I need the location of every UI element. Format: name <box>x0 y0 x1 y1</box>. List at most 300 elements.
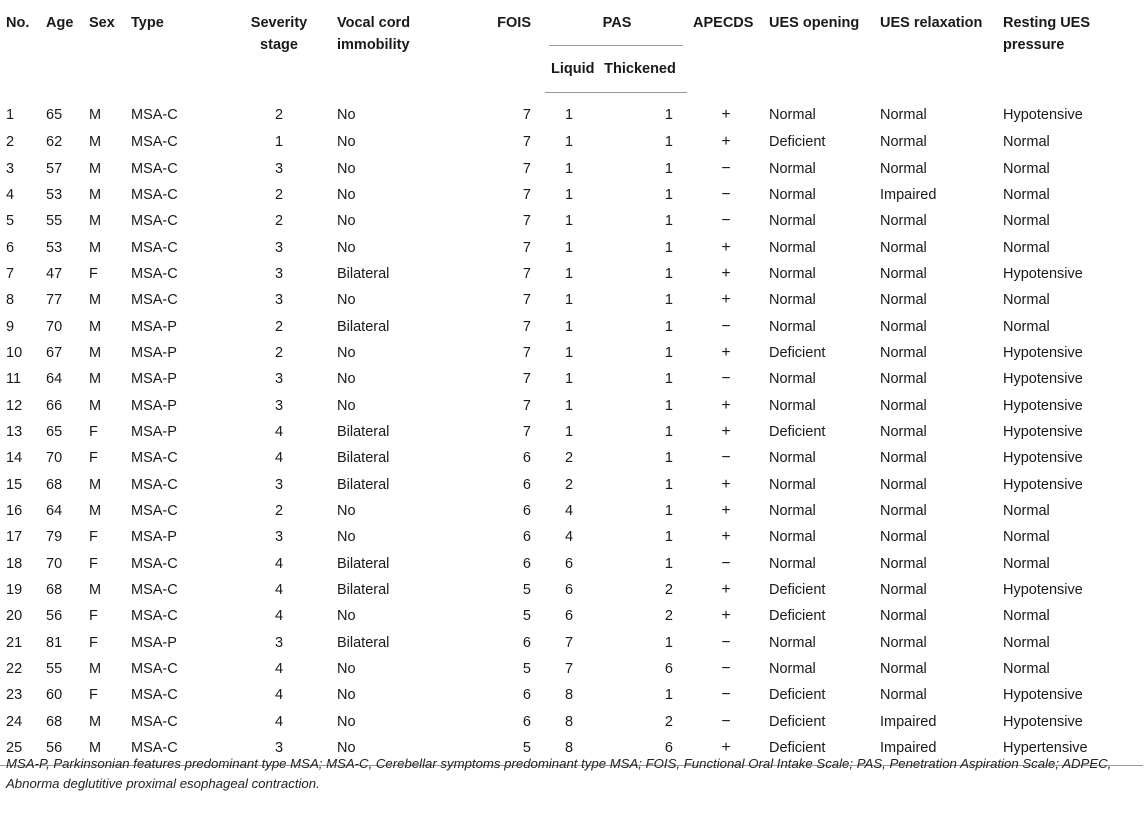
cell-fois: 7 <box>522 134 531 151</box>
cell-sex: M <box>83 735 125 766</box>
cell-fois: 5 <box>465 735 545 766</box>
cell-apecds: − <box>721 712 731 730</box>
cell-sex: M <box>89 661 102 678</box>
cell-fois: 7 <box>522 186 531 203</box>
cell-fois: 6 <box>522 502 531 519</box>
table-row <box>0 129 1143 155</box>
cell-ues-opening: Normal <box>769 502 816 519</box>
cell-ues-opening: Deficient <box>769 582 826 599</box>
cell-type: MSA-P <box>131 423 177 440</box>
cell-resting-ues: Normal <box>1003 555 1050 572</box>
cell-vocal-cord: No <box>337 529 356 546</box>
cell-no: 5 <box>6 213 15 230</box>
cell-no: 20 <box>6 608 23 625</box>
cell-resting-ues: Normal <box>1003 186 1050 203</box>
cell-ues-opening: Deficient <box>769 344 826 361</box>
cell-ues-opening: Deficient <box>763 735 874 766</box>
cell-type: MSA-C <box>131 186 178 203</box>
cell-sex: F <box>89 450 98 467</box>
table-body <box>0 93 1143 766</box>
cell-sex: M <box>89 186 102 203</box>
cell-vocal-cord: Bilateral <box>337 555 390 572</box>
cell-severity: 2 <box>274 106 284 123</box>
cell-age: 53 <box>46 239 63 256</box>
cell-severity: 3 <box>274 160 284 177</box>
header-pas-label: PAS <box>602 15 632 31</box>
cell-no: 9 <box>6 318 15 335</box>
cell-ues-relaxation: Normal <box>880 582 927 599</box>
cell-ues-relaxation: Normal <box>880 687 927 704</box>
cell-fois: 6 <box>522 687 531 704</box>
cell-ues-opening: Normal <box>769 160 816 177</box>
cell-pas-thickened: 1 <box>664 502 673 519</box>
cell-ues-relaxation: Normal <box>880 397 927 414</box>
cell-vocal-cord: No <box>337 134 356 151</box>
cell-severity: 3 <box>274 371 284 388</box>
cell-pas-thickened: 1 <box>664 186 673 203</box>
header-pas-thickened: Thickened <box>591 46 687 93</box>
cell-resting-ues: Hypotensive <box>1003 582 1083 599</box>
cell-pas-liquid: 1 <box>564 160 574 177</box>
cell-resting-ues: Normal <box>1003 239 1050 256</box>
cell-no: 15 <box>6 476 23 493</box>
cell-age: 65 <box>46 423 63 440</box>
cell-type: MSA-P <box>131 318 177 335</box>
cell-pas-thickened: 1 <box>664 687 673 704</box>
cell-type: MSA-C <box>131 713 178 730</box>
cell-severity: 4 <box>274 608 284 625</box>
cell-pas-thickened: 1 <box>664 160 673 177</box>
table-row <box>0 419 1143 445</box>
cell-sex: M <box>89 344 102 361</box>
cell-pas-liquid: 1 <box>564 186 574 203</box>
cell-ues-opening: Normal <box>769 661 816 678</box>
cell-severity: 3 <box>274 476 284 493</box>
cell-ues-relaxation: Normal <box>880 608 927 625</box>
cell-apecds: − <box>721 554 731 572</box>
cell-pas-thickened: 1 <box>664 134 673 151</box>
cell-severity: 3 <box>274 239 284 256</box>
cell-pas-liquid: 1 <box>564 344 574 361</box>
table-row <box>0 392 1143 418</box>
table-row <box>0 261 1143 287</box>
cell-ues-relaxation: Normal <box>880 423 927 440</box>
cell-vocal-cord: No <box>337 661 356 678</box>
cell-pas-thickened: 1 <box>664 371 673 388</box>
cell-fois: 5 <box>522 661 531 678</box>
cell-sex: M <box>89 292 102 309</box>
cell-resting-ues: Normal <box>1003 634 1050 651</box>
cell-fois: 7 <box>522 239 531 256</box>
table-row <box>0 287 1143 313</box>
cell-ues-relaxation: Normal <box>880 134 927 151</box>
cell-no: 18 <box>6 555 23 572</box>
table-row <box>0 603 1143 629</box>
cell-fois: 7 <box>522 344 531 361</box>
cell-severity: 3 <box>274 397 284 414</box>
cell-ues-relaxation: Normal <box>880 292 927 309</box>
cell-type: MSA-C <box>131 476 178 493</box>
cell-fois: 6 <box>522 450 531 467</box>
table-row <box>0 93 1143 130</box>
cell-sex: F <box>89 634 98 651</box>
cell-ues-opening: Normal <box>769 476 816 493</box>
cell-pas-thickened: 6 <box>591 735 687 766</box>
cell-type: MSA-P <box>131 529 177 546</box>
cell-severity: 4 <box>274 661 284 678</box>
cell-resting-ues: Hypotensive <box>1003 106 1083 123</box>
cell-vocal-cord: No <box>337 213 356 230</box>
cell-age: 65 <box>46 106 63 123</box>
cell-pas-liquid: 2 <box>564 476 574 493</box>
cell-age: 67 <box>46 344 63 361</box>
cell-type: MSA-C <box>131 292 178 309</box>
cell-age: 70 <box>46 318 63 335</box>
cell-pas-liquid: 7 <box>564 634 574 651</box>
cell-age: 66 <box>46 397 63 414</box>
cell-fois: 7 <box>522 397 531 414</box>
cell-ues-opening: Deficient <box>769 423 826 440</box>
header-sex: Sex <box>89 15 115 31</box>
cell-age: 79 <box>46 529 63 546</box>
cell-pas-liquid: 4 <box>564 502 574 519</box>
cell-sex: F <box>89 608 98 625</box>
cell-fois: 7 <box>522 265 531 282</box>
cell-ues-relaxation: Normal <box>880 106 927 123</box>
cell-fois: 5 <box>522 582 531 599</box>
cell-resting-ues: Normal <box>1003 529 1050 546</box>
cell-sex: M <box>89 476 102 493</box>
cell-sex: M <box>89 213 102 230</box>
cell-ues-opening: Normal <box>769 371 816 388</box>
cell-vocal-cord: Bilateral <box>337 476 390 493</box>
cell-no: 16 <box>6 502 23 519</box>
cell-age: 68 <box>46 582 63 599</box>
table-row <box>0 709 1143 735</box>
cell-ues-relaxation: Normal <box>880 344 927 361</box>
cell-type: MSA-C <box>131 661 178 678</box>
cell-resting-ues: Normal <box>1003 608 1050 625</box>
cell-pas-liquid: 8 <box>545 735 591 766</box>
cell-vocal-cord: No <box>337 371 356 388</box>
cell-severity: 2 <box>274 502 284 519</box>
cell-vocal-cord: No <box>337 713 356 730</box>
table-row <box>0 498 1143 524</box>
cell-ues-opening: Normal <box>769 186 816 203</box>
cell-resting-ues: Hypotensive <box>1003 476 1083 493</box>
cell-no: 4 <box>6 186 15 203</box>
cell-pas-thickened: 1 <box>664 423 673 440</box>
cell-ues-relaxation: Normal <box>880 476 927 493</box>
cell-apecds: − <box>721 686 731 704</box>
cell-ues-opening: Deficient <box>769 713 826 730</box>
cell-fois: 7 <box>522 160 531 177</box>
table-header <box>0 6 1143 93</box>
cell-pas-thickened: 1 <box>664 634 673 651</box>
table-row <box>0 445 1143 471</box>
cell-apecds: + <box>721 501 731 519</box>
table-row <box>0 682 1143 708</box>
cell-sex: M <box>89 134 102 151</box>
cell-resting-ues: Hypotensive <box>1003 423 1083 440</box>
cell-vocal-cord: No <box>337 186 356 203</box>
cell-ues-opening: Normal <box>769 450 816 467</box>
cell-age: 55 <box>46 213 63 230</box>
cell-ues-opening: Normal <box>769 529 816 546</box>
cell-no: 17 <box>6 529 23 546</box>
cell-pas-liquid: 1 <box>564 107 574 123</box>
cell-type: MSA-C <box>131 687 178 704</box>
cell-type: MSA-C <box>131 160 178 177</box>
cell-severity: 3 <box>225 735 331 766</box>
cell-apecds: − <box>721 185 731 203</box>
cell-pas-liquid: 1 <box>564 397 574 414</box>
header-severity: Severity stage <box>250 15 308 53</box>
cell-resting-ues: Normal <box>1003 318 1050 335</box>
cell-no: 7 <box>6 265 15 282</box>
cell-severity: 3 <box>274 265 284 282</box>
cell-pas-liquid: 7 <box>564 661 574 678</box>
cell-type: MSA-P <box>131 397 177 414</box>
cell-apecds: − <box>721 212 731 230</box>
cell-sex: M <box>89 106 102 123</box>
cell-apecds: + <box>721 105 731 123</box>
cell-ues-relaxation: Impaired <box>880 186 937 203</box>
cell-no: 3 <box>6 160 15 177</box>
cell-vocal-cord: Bilateral <box>337 318 390 335</box>
cell-age: 64 <box>46 502 63 519</box>
cell-ues-relaxation: Normal <box>880 371 927 388</box>
header-pas <box>545 6 687 46</box>
cell-no: 2 <box>6 134 15 151</box>
cell-apecds: + <box>721 581 731 599</box>
cell-vocal-cord: No <box>337 397 356 414</box>
cell-resting-ues: Hypertensive <box>997 735 1143 766</box>
cell-age: 62 <box>46 134 63 151</box>
cell-pas-liquid: 1 <box>564 423 574 440</box>
cell-resting-ues: Normal <box>1003 292 1050 309</box>
cell-age: 68 <box>46 476 63 493</box>
cell-ues-relaxation: Normal <box>880 450 927 467</box>
cell-sex: M <box>89 397 102 414</box>
cell-age: 70 <box>46 450 63 467</box>
cell-no: 24 <box>6 713 23 730</box>
cell-type: MSA-C <box>131 239 178 256</box>
cell-vocal-cord: No <box>337 292 356 309</box>
cell-fois: 5 <box>522 608 531 625</box>
cell-ues-relaxation: Normal <box>880 318 927 335</box>
cell-pas-liquid: 6 <box>564 608 574 625</box>
cell-pas-thickened: 1 <box>664 529 673 546</box>
cell-age: 70 <box>46 555 63 572</box>
cell-ues-opening: Normal <box>769 265 816 282</box>
table-row <box>0 366 1143 392</box>
cell-type: MSA-C <box>131 106 178 123</box>
cell-ues-relaxation: Normal <box>880 265 927 282</box>
cell-apecds: + <box>721 264 731 282</box>
cell-vocal-cord: No <box>337 608 356 625</box>
cell-severity: 3 <box>274 529 284 546</box>
cell-vocal-cord: Bilateral <box>337 634 390 651</box>
cell-age: 60 <box>46 687 63 704</box>
cell-severity: 2 <box>274 186 284 203</box>
cell-type: MSA-P <box>131 371 177 388</box>
table-row <box>0 234 1143 260</box>
cell-resting-ues: Normal <box>1003 160 1050 177</box>
cell-fois: 6 <box>522 555 531 572</box>
cell-age: 57 <box>46 160 63 177</box>
cell-fois: 7 <box>522 371 531 388</box>
cell-ues-relaxation: Normal <box>880 502 927 519</box>
cell-pas-liquid: 8 <box>564 687 574 704</box>
cell-severity: 4 <box>274 687 284 704</box>
cell-age: 53 <box>46 186 63 203</box>
cell-type: MSA-C <box>131 555 178 572</box>
cell-sex: M <box>89 239 102 256</box>
cell-resting-ues: Normal <box>1003 134 1050 151</box>
cell-resting-ues: Normal <box>1003 661 1050 678</box>
cell-severity: 4 <box>274 582 284 599</box>
cell-age: 47 <box>46 265 63 282</box>
cell-vocal-cord: Bilateral <box>337 423 390 440</box>
cell-ues-relaxation: Normal <box>880 213 927 230</box>
cell-fois: 6 <box>522 634 531 651</box>
cell-apecds: + <box>721 291 731 309</box>
cell-pas-liquid: 1 <box>564 371 574 388</box>
cell-type: MSA-C <box>131 213 178 230</box>
cell-resting-ues: Hypotensive <box>1003 450 1083 467</box>
header-ues-opening: UES opening <box>769 15 860 31</box>
cell-severity: 3 <box>274 634 284 651</box>
table-footnote: MSA-P, Parkinsonian features predominant type MSA; MSA-C, Cerebellar symptoms predominant type MSA; FOIS, Functional Oral Intake Scale; PAS, Penetration Aspiration Scale; ADPEC, Abnorma deglutitive proximal esophageal contraction. <box>6 756 1112 791</box>
cell-vocal-cord: Bilateral <box>337 582 390 599</box>
cell-pas-thickened: 1 <box>664 239 673 256</box>
cell-age: 68 <box>46 713 63 730</box>
cell-resting-ues: Hypotensive <box>1003 371 1083 388</box>
cell-sex: M <box>89 371 102 388</box>
table-row <box>0 551 1143 577</box>
header-type: Type <box>131 15 164 31</box>
cell-pas-liquid: 1 <box>564 318 574 335</box>
cell-fois: 7 <box>522 213 531 230</box>
cell-sex: M <box>89 502 102 519</box>
cell-pas-liquid: 4 <box>564 529 574 546</box>
cell-age: 56 <box>40 735 83 766</box>
cell-no: 12 <box>6 397 23 414</box>
cell-resting-ues: Normal <box>1003 502 1050 519</box>
cell-sex: M <box>89 318 102 335</box>
cell-type: MSA-C <box>131 502 178 519</box>
cell-ues-relaxation: Normal <box>880 634 927 651</box>
cell-type: MSA-C <box>131 450 178 467</box>
cell-fois: 6 <box>522 713 531 730</box>
cell-vocal-cord: Bilateral <box>337 450 390 467</box>
cell-pas-liquid: 2 <box>564 450 574 467</box>
cell-ues-relaxation: Normal <box>880 661 927 678</box>
cell-ues-opening: Deficient <box>769 687 826 704</box>
cell-pas-liquid: 1 <box>564 265 574 282</box>
cell-no: 13 <box>6 423 23 440</box>
cell-pas-thickened: 2 <box>664 582 673 599</box>
cell-sex: M <box>89 713 102 730</box>
cell-ues-relaxation: Impaired <box>874 735 997 766</box>
cell-apecds: − <box>721 660 731 678</box>
cell-apecds: + <box>721 343 731 361</box>
cell-apecds: + <box>721 396 731 414</box>
cell-apecds: + <box>721 238 731 256</box>
cell-pas-thickened: 1 <box>664 265 673 282</box>
cell-sex: F <box>89 265 98 282</box>
table-row <box>0 630 1143 656</box>
cell-no: 8 <box>6 292 15 309</box>
cell-type: MSA-C <box>131 265 178 282</box>
cell-vocal-cord: No <box>337 106 356 123</box>
cell-severity: 2 <box>274 344 284 361</box>
header-ues-relaxation: UES relaxation <box>880 15 983 31</box>
table-row <box>0 313 1143 339</box>
cell-fois: 6 <box>522 529 531 546</box>
cell-ues-opening: Deficient <box>769 134 826 151</box>
cell-vocal-cord: No <box>337 502 356 519</box>
cell-sex: M <box>89 160 102 177</box>
cell-severity: 2 <box>274 318 284 335</box>
cell-pas-thickened: 1 <box>664 344 673 361</box>
cell-ues-relaxation: Normal <box>880 529 927 546</box>
cell-ues-relaxation: Normal <box>880 160 927 177</box>
cell-sex: M <box>89 582 102 599</box>
header-apecds: APECDS <box>693 15 754 31</box>
cell-ues-relaxation: Normal <box>880 239 927 256</box>
cell-apecds: + <box>687 735 763 766</box>
cell-resting-ues: Hypotensive <box>1003 687 1083 704</box>
cell-age: 55 <box>46 661 63 678</box>
cell-severity: 4 <box>274 713 284 730</box>
cell-vocal-cord: No <box>331 735 465 766</box>
cell-fois: 7 <box>522 423 531 440</box>
cell-sex: F <box>89 529 98 546</box>
cell-severity: 3 <box>274 292 284 309</box>
cell-no: 23 <box>6 687 23 704</box>
cell-type: MSA-P <box>131 344 177 361</box>
cell-apecds: + <box>721 475 731 493</box>
cell-apecds: − <box>721 159 731 177</box>
cell-pas-thickened: 1 <box>664 555 673 572</box>
patient-table <box>0 6 1143 766</box>
cell-apecds: − <box>721 633 731 651</box>
header-pas-liquid: Liquid <box>545 46 591 93</box>
cell-type: MSA-C <box>131 134 178 151</box>
cell-no: 10 <box>6 344 23 361</box>
table-row <box>0 208 1143 234</box>
cell-no: 1 <box>6 106 15 123</box>
table-row <box>0 471 1143 497</box>
table-row <box>0 577 1143 603</box>
cell-ues-opening: Normal <box>769 555 816 572</box>
header-fois: FOIS <box>497 15 531 31</box>
header-no: No. <box>6 15 30 31</box>
table-row <box>0 656 1143 682</box>
cell-apecds: − <box>721 449 731 467</box>
cell-resting-ues: Hypotensive <box>1003 344 1083 361</box>
cell-fois: 6 <box>522 476 531 493</box>
cell-no: 21 <box>6 634 23 651</box>
cell-no: 22 <box>6 661 23 678</box>
cell-ues-relaxation: Impaired <box>880 713 937 730</box>
cell-age: 77 <box>46 292 63 309</box>
cell-resting-ues: Hypotensive <box>1003 713 1083 730</box>
cell-pas-thickened: 1 <box>664 450 673 467</box>
header-vocal-cord: Vocal cord immobility <box>337 15 411 53</box>
